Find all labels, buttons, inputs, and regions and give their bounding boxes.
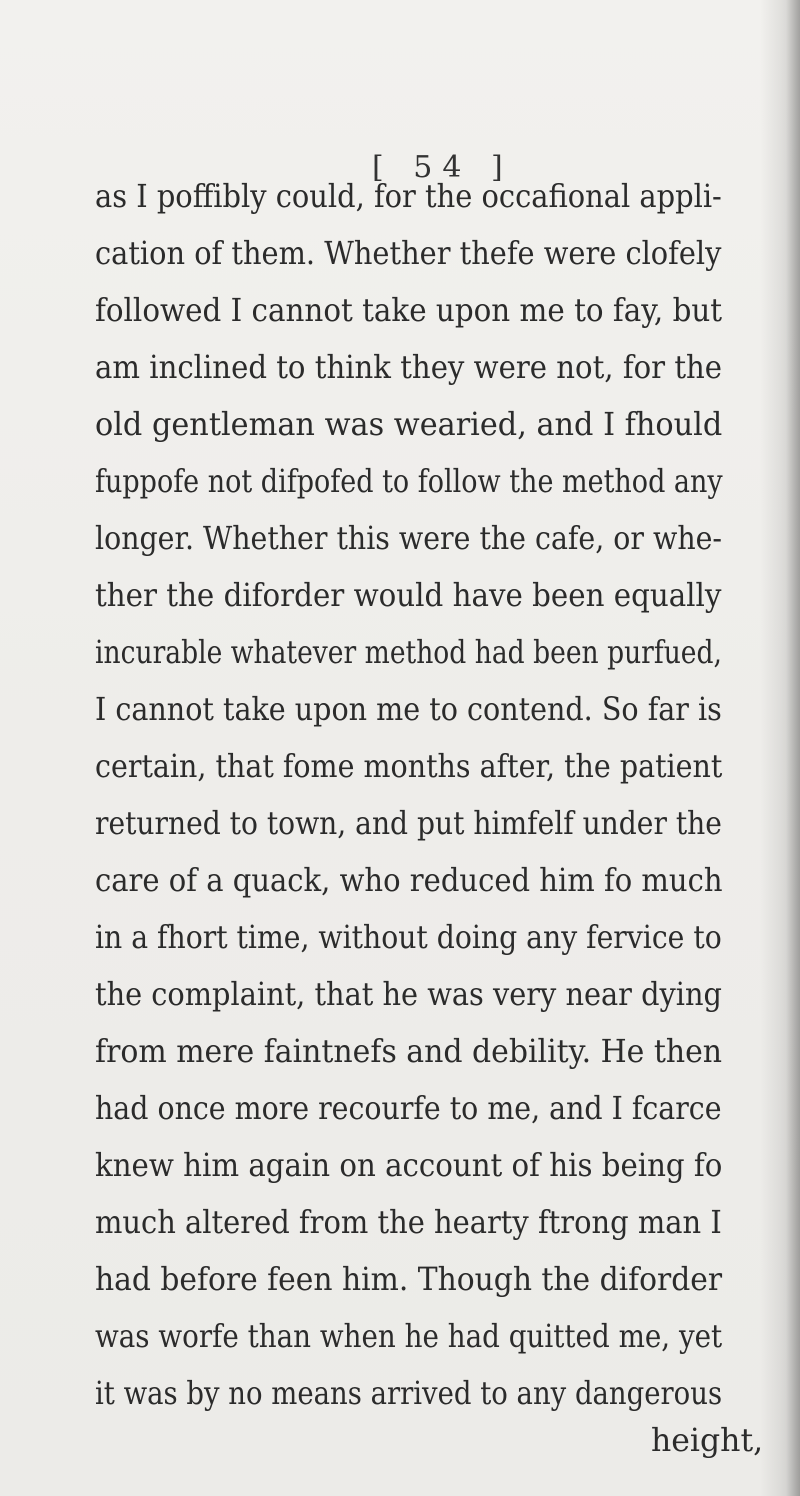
- text-line: from mere faintnefs and debility. He then: [95, 1034, 723, 1070]
- text-line: the complaint, that he was very near dying: [95, 977, 722, 1013]
- page-edge-shadow: [786, 0, 800, 1496]
- body-text: [0, 173, 800, 1473]
- text-line: was worfe than when he had quitted me, yet: [95, 1319, 723, 1355]
- text-line: in a fhort time, without doing any fervice to: [95, 920, 722, 956]
- text-line: had once more recourfe to me, and I fcarce: [95, 1091, 722, 1127]
- text-line: I cannot take upon me to contend. So far is: [95, 692, 722, 728]
- text-line: returned to town, and put himfelf under the: [95, 806, 722, 842]
- text-line: it was by no means arrived to any dangerous: [95, 1376, 723, 1412]
- text-line: am inclined to think they were not, for the: [95, 350, 723, 386]
- text-line: certain, that fome months after, the patient: [95, 749, 723, 785]
- text-line: knew him again on account of his being fo: [95, 1148, 723, 1184]
- text-line: incurable whatever method had been purfued,: [95, 635, 722, 671]
- text-line: ther the diforder would have been equally: [95, 578, 722, 614]
- text-line: had before feen him. Though the diforder: [95, 1262, 723, 1298]
- text-line: longer. Whether this were the cafe, or whe-: [95, 521, 723, 557]
- text-line: much altered from the hearty ftrong man I: [95, 1205, 722, 1241]
- text-line: fuppofe not difpofed to follow the method any: [95, 464, 723, 500]
- catchword: height,: [651, 1423, 764, 1459]
- text-line: cation of them. Whether thefe were clofely: [95, 236, 722, 272]
- text-line: followed I cannot take upon me to fay, but: [95, 293, 723, 329]
- text-line: old gentleman was wearied, and I fhould: [95, 407, 723, 443]
- text-line: as I poffibly could, for the occafional appli-: [95, 179, 722, 215]
- page-number: [ 54 ]: [372, 150, 513, 185]
- text-line: care of a quack, who reduced him fo much: [95, 863, 723, 899]
